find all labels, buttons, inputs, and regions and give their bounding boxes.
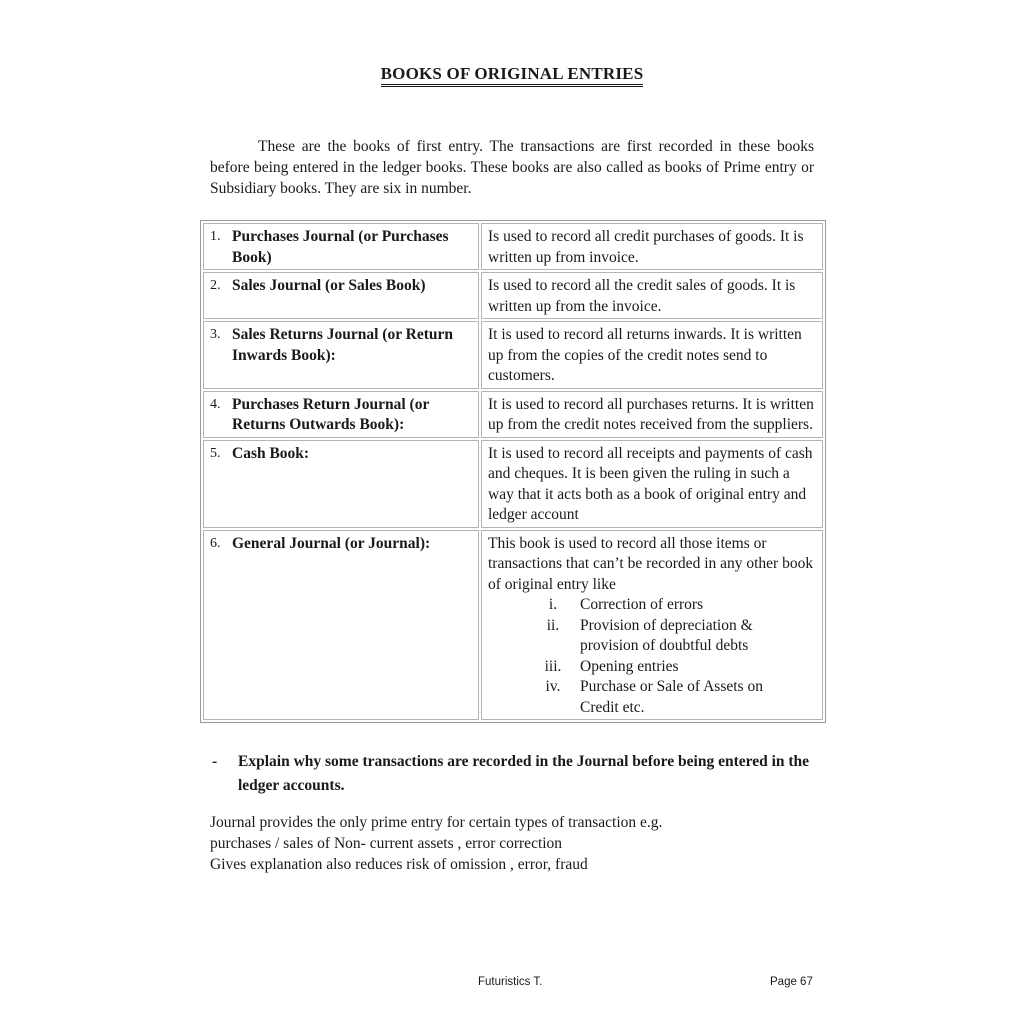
book-name: Purchases Journal (or Purchases Book): [232, 228, 449, 266]
item-number: i.: [548, 596, 558, 613]
row-number: 6.: [210, 535, 221, 551]
list-item: [526, 616, 816, 657]
book-name: General Journal (or Journal):: [232, 534, 431, 552]
book-description: Is used to record all the credit sales of goods. It is written up from the invoice.: [481, 272, 823, 319]
question-text: Explain why some transactions are recorded in the Journal before being entered in the ledger accounts.: [238, 753, 810, 794]
table-row: [203, 440, 823, 528]
book-description: It is used to record all returns inwards. It is written up from the copies of the credit notes send to customers.: [481, 321, 823, 389]
row-number: 5.: [210, 445, 221, 461]
table-row: [203, 321, 823, 389]
book-name: Cash Book:: [232, 444, 310, 462]
question-dash: -: [212, 753, 218, 770]
row-number: 3.: [210, 327, 221, 342]
item-number: iv.: [545, 678, 561, 695]
table-row: [203, 391, 823, 438]
list-item: [526, 677, 816, 718]
item-number: ii.: [546, 616, 560, 634]
item-text: Opening entries: [580, 657, 679, 675]
row-number: 4.: [210, 396, 221, 412]
book-description: Is used to record all credit purchases of goods. It is written up from invoice.: [481, 223, 823, 270]
list-item: [526, 657, 816, 678]
item-text: Correction of errors: [580, 596, 704, 613]
answer-line: purchases / sales of Non- current assets , error correction: [210, 835, 563, 852]
table-row: [203, 530, 823, 721]
book-description: It is used to record all purchases returns. It is written up from the credit notes received from the suppliers.: [481, 391, 823, 438]
item-text: Purchase or Sale of Assets on Credit etc.: [580, 678, 763, 716]
item-number: iii.: [544, 657, 562, 675]
intro-paragraph: These are the books of first entry. The transactions are first recorded in these books before being entered in the ledger books. These books are also called as books of Prime entry or Subsidiary books. They are six in number.: [210, 138, 814, 197]
table-row: [203, 223, 823, 270]
item-text: Provision of depreciation & provision of doubtful debts: [580, 616, 753, 654]
row-number: 2.: [210, 278, 221, 293]
book-name: Sales Journal (or Sales Book): [232, 277, 426, 294]
table-row: [203, 272, 823, 319]
book-description: This book is used to record all those items or transactions that can’t be recorded in any other book of original entry like: [488, 534, 814, 593]
row-number: 1.: [210, 229, 221, 244]
footer-page-number: Page 67: [770, 976, 813, 988]
book-name: Sales Returns Journal (or Return Inwards Book):: [232, 326, 454, 364]
footer-author: Futuristics T.: [478, 976, 543, 988]
journal-items-list: [488, 595, 816, 718]
book-description: It is used to record all receipts and payments of cash and cheques. It is been given the ruling in such a way that it acts both as a book of original entry and ledger account: [481, 440, 823, 528]
answer: [210, 812, 820, 875]
question: [212, 750, 812, 798]
book-name: Purchases Return Journal (or Returns Outwards Book):: [232, 395, 430, 433]
books-table: [200, 220, 826, 723]
answer-line: Journal provides the only prime entry for certain types of transaction e.g.: [210, 814, 663, 831]
page-title: BOOKS OF ORIGINAL ENTRIES: [0, 64, 1024, 84]
list-item: [526, 595, 816, 616]
answer-line: Gives explanation also reduces risk of omission , error, fraud: [210, 856, 588, 873]
